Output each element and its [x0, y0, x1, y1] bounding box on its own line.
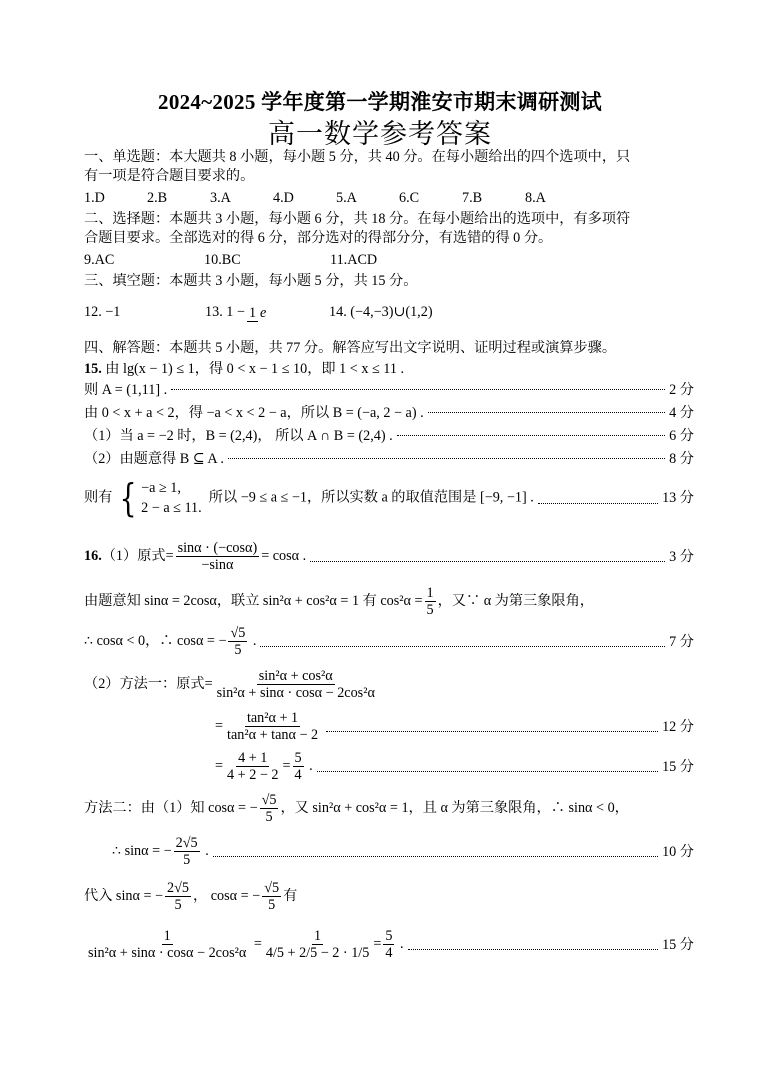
q15-points-2: 2 分 [669, 382, 694, 398]
dot-leader [213, 846, 658, 857]
section3-answers [84, 296, 433, 329]
q16-method2-substitute-b: ， cosα = − [193, 888, 261, 904]
q16-method1-step3: = $\frac{4 + 1}{4 + 2 - 2}$ = $\frac{5}{4}$ . [215, 750, 313, 783]
fraction-denominator: −sinα [201, 557, 234, 573]
q16-method1-line2 [215, 710, 694, 743]
section2-heading-line2: 合题目要求。全部选对的得 6 分，部分选对的得部分分，有选错的得 0 分。 [84, 230, 553, 246]
answer-8: 8.A [525, 190, 546, 206]
fraction-numerator: 5 [294, 750, 302, 766]
answer-6: 6.C [399, 190, 420, 206]
q15-step1: 由 lg(x − 1) ≤ 1，得 0 < x − 1 ≤ 10，即 1 < x ≤ 11 . [105, 361, 405, 377]
section4-heading: 四、解答题：本题共 5 小题，共 77 分。解答应写出文字说明、证明过程或演算步骤。 [84, 340, 617, 356]
q16-method2-step2: ∴ sinα = − $\frac{2√5}{5}$ . [112, 835, 209, 868]
q15-step5: （2）由题意得 B ⊆ A . [84, 451, 224, 467]
answer-13 [205, 296, 329, 329]
dot-leader [408, 939, 659, 950]
fraction-numerator: 2√5 [167, 880, 189, 897]
q16-method1-line1 [84, 668, 379, 701]
q16-method2-step4: $\frac{1}{\text{sin²α + sinα · cosα − 2cos²α}}$ = $\frac{1}{4/5 + 2/5 - 2 \cdot 1/5}$ = $\frac{5}{4}$ . [88, 928, 404, 961]
q16-label: 16. [84, 547, 102, 564]
answer-10: 10.BC [204, 252, 241, 268]
fraction-numerator: 1 [314, 928, 322, 944]
q16-method2-text-a: 方法二：由（1）知 cosα = − [84, 800, 258, 816]
fraction-numerator: sin²α + cos²α [258, 668, 333, 684]
section1-heading-line1: 一、单选题：本大题共 8 小题，每小题 5 分，共 40 分。在每小题给出的四个选项中，只 [84, 149, 631, 165]
answer-7: 7.B [462, 190, 483, 206]
q15-line3 [84, 404, 694, 422]
q15-step4: （1）当 a = −2 时，B = (2,4)， 所以 A ∩ B = (2,4) . [84, 428, 393, 444]
fraction-denominator: 4/5 + 2/5 − 2 · 1/5 [265, 945, 370, 961]
q16-step3-text: ∴ cosα < 0，∴ cosα = − [84, 632, 227, 649]
brace-glyph: { [119, 476, 137, 520]
q16-method2-numeric [264, 928, 372, 961]
fraction-denominator: 5 [426, 602, 434, 619]
q16-method1-result-fraction [293, 750, 304, 783]
q16-line2 [84, 585, 594, 618]
q16-part1-fraction [176, 540, 260, 573]
fraction-denominator: tan²α + tanα − 2 [227, 727, 319, 743]
fraction-numerator: 5 [385, 928, 393, 944]
q15-line2 [84, 381, 694, 399]
dot-leader [326, 721, 658, 732]
q16-step2b: ，又∵ α 为第三象限角， [437, 593, 594, 609]
q16-points-15b: 15 分 [662, 936, 694, 953]
q15-line1 [84, 360, 404, 378]
answer-11: 11.ACD [330, 252, 378, 268]
fraction-numerator: sinα · (−cosα) [177, 540, 258, 556]
answer-4: 4.D [273, 190, 294, 206]
fraction-denominator: 5 [268, 897, 276, 914]
section1-heading-line2: 有一项是符合题目要求的。 [84, 168, 255, 184]
fraction-numerator: 4 + 1 [238, 750, 268, 766]
q16-method1-prefix: （2）方法一：原式= [84, 675, 213, 692]
q15-line6 [84, 478, 694, 518]
q16-method1-fraction [215, 668, 377, 701]
q15-conclusion: 所以 −9 ≤ a ≤ −1，所以实数 a 的取值范围是 [−9, −1] . [208, 489, 534, 506]
q16-method2-line3 [84, 880, 297, 913]
answer-14: 14. (−4,−3)∪(1,2) [329, 304, 433, 320]
q16-method2-substitute-c: 有 [283, 888, 298, 904]
section3-heading: 三、填空题：本题共 3 小题，每小题 5 分，共 15 分。 [84, 273, 418, 289]
q15-line4 [84, 427, 694, 445]
fraction-denominator: e [260, 304, 267, 321]
answer-2: 2.B [147, 190, 168, 206]
q15-points-13: 13 分 [662, 490, 694, 506]
system-row-1: −a ≥ 1, [141, 480, 181, 496]
q16-step1 [84, 540, 306, 573]
q16-method2-result [383, 928, 394, 961]
q16-points-10: 10 分 [662, 843, 694, 860]
section1-answers [84, 189, 588, 207]
q16-method2-line4 [84, 928, 694, 961]
q16-method2-sub-cos-fraction [262, 880, 281, 913]
q16-step3-fraction [228, 625, 247, 658]
fraction-denominator: 5 [174, 897, 182, 914]
dot-leader [260, 636, 665, 647]
answer-13-fraction [247, 297, 268, 329]
q16-method2-line2 [112, 835, 694, 868]
q16-method1-tan-fraction [225, 710, 320, 743]
fraction-denominator: 5 [234, 642, 242, 658]
q16-method2-sin-fraction [174, 835, 200, 868]
q16-method2-text-b: ，又 sin²α + cos²α = 1，且 α 为第三象限角，∴ sinα < 0， [280, 800, 629, 816]
q15-label: 15. [84, 361, 102, 377]
q15-step2: 则 A = (1,11] . [84, 382, 168, 398]
answer-9: 9.AC [84, 252, 115, 268]
dot-leader [317, 761, 658, 772]
dot-leader [228, 448, 665, 459]
answer-12: 12. −1 [84, 304, 121, 320]
q16-line1 [84, 540, 694, 573]
fraction-denominator: 4 [385, 945, 393, 961]
q16-part1-result: = cosα . [261, 547, 307, 564]
fraction-numerator: √5 [230, 625, 246, 641]
fraction-numerator: √5 [264, 880, 280, 897]
section2-answers [84, 251, 377, 269]
q15-points-8: 8 分 [669, 451, 694, 467]
q15-step3: 由 0 < x + a < 2，得 −a < x < 2 − a，所以 B = (−a, 2 − a) . [84, 405, 424, 421]
fraction-denominator: 5 [183, 852, 191, 868]
section2-heading-line1: 二、选择题：本题共 3 小题，每小题 6 分，共 18 分。在每小题给出的选项中，有多项符 [84, 211, 631, 227]
q16-method1-numeric-fraction [225, 750, 280, 783]
dot-leader [538, 493, 658, 504]
q15-points-4: 4 分 [669, 405, 694, 421]
dot-leader [310, 551, 665, 562]
answer-key-title: 高一数学参考答案 [268, 119, 492, 149]
fraction-numerator: 1 [426, 585, 434, 602]
q16-points-15a: 15 分 [662, 758, 694, 775]
fraction-numerator: tan²α + 1 [246, 710, 299, 726]
q16-method2-sub-sin-fraction [165, 880, 191, 913]
dot-leader [171, 379, 665, 390]
q16-line3 [84, 625, 694, 658]
q16-method2-line1 [84, 792, 629, 825]
q16-points-7: 7 分 [669, 633, 694, 650]
q16-method2-substitute-a: 代入 sinα = − [84, 888, 164, 904]
q16-method1-step2: = $\frac{\text{tan²α + 1}}{\text{tan²α + tanα − 2}}$ [215, 710, 319, 743]
q15-points-6: 6 分 [669, 428, 694, 444]
fraction-numerator: √5 [261, 792, 277, 809]
answer-13-prefix: 13. 1 − [205, 304, 245, 320]
q16-step3: ∴ cosα < 0，∴ cosα = − $\frac{√5}{5}$ . [84, 625, 257, 658]
q15-inequality-system [116, 478, 202, 518]
q16-method2-expression [86, 928, 248, 961]
dot-leader [397, 425, 666, 436]
q16-part1-prefix: （1）原式= [101, 547, 174, 564]
fraction-numerator: 1 [163, 928, 171, 944]
q16-method2-sin-text: ∴ sinα = − [112, 842, 172, 859]
q15-system-prefix: 则有 [84, 489, 113, 506]
fraction-denominator: sin²α + sinα · cosα − 2cos²α [216, 685, 375, 701]
q15-step6 [84, 478, 534, 518]
q16-points-3: 3 分 [669, 548, 694, 565]
dot-leader [428, 402, 665, 413]
exam-title: 2024~2025 学年度第一学期淮安市期末调研测试 [158, 90, 602, 114]
fraction-denominator: 4 + 2 − 2 [227, 767, 279, 783]
fraction-denominator: sin²α + sinα · cosα − 2cos²α [88, 945, 247, 961]
q16-step2-fraction [425, 585, 436, 618]
fraction-numerator: 1 [248, 304, 257, 321]
q16-method2-cos-fraction [260, 792, 279, 825]
answer-5: 5.A [336, 190, 357, 206]
system-row-2: 2 − a ≤ 11. [141, 500, 202, 516]
q16-step2a: 由题意知 sinα = 2cosα，联立 sin²α + cos²α = 1 有 cos²α = [84, 593, 423, 609]
answer-1: 1.D [84, 190, 105, 206]
fraction-numerator: 2√5 [175, 835, 198, 851]
q16-method1-line3 [215, 750, 694, 783]
fraction-denominator: 5 [265, 809, 273, 826]
q16-points-12: 12 分 [662, 718, 694, 735]
q15-line5 [84, 450, 694, 468]
fraction-denominator: 4 [294, 767, 302, 783]
answer-3: 3.A [210, 190, 231, 206]
